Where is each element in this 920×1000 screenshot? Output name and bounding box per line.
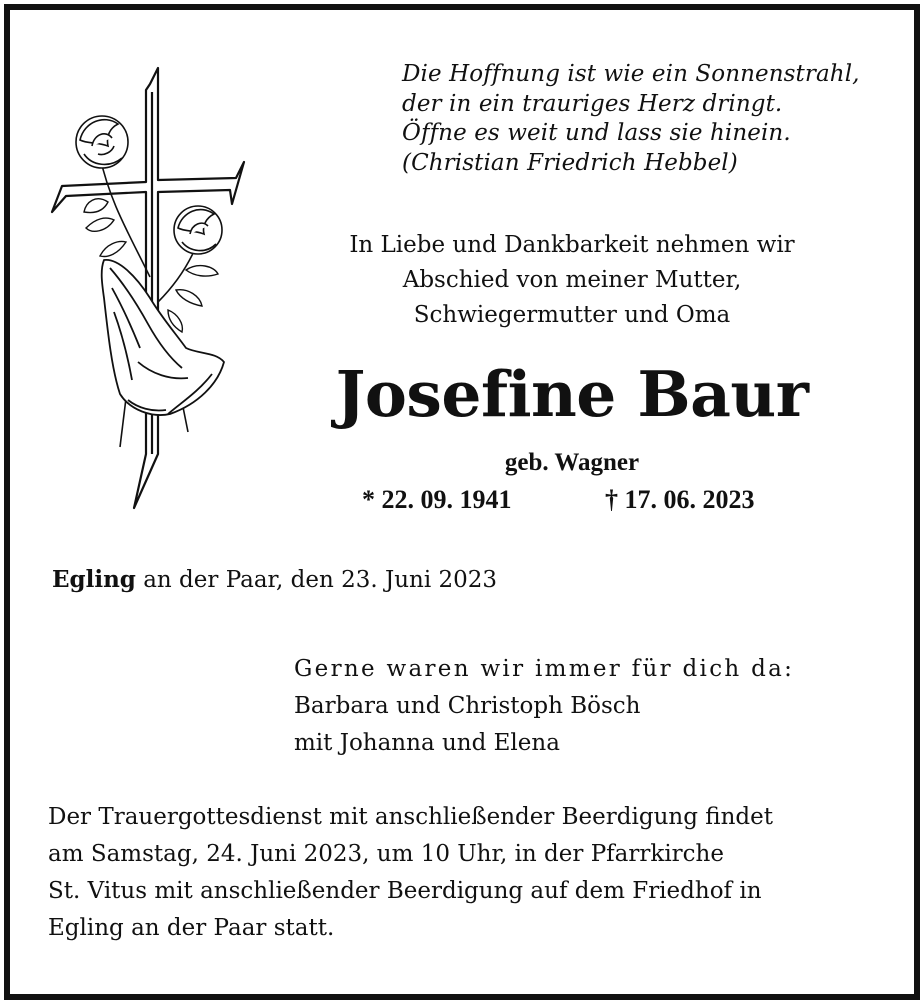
funeral-line: Egling an der Paar statt. — [48, 915, 335, 941]
mourners — [294, 651, 794, 762]
death-date: † 17. 06. 2023 — [605, 485, 755, 514]
farewell-line: Schwiegermutter und Oma — [413, 302, 731, 328]
mourner-names: Barbara und Christoph Bösch — [294, 693, 641, 719]
funeral-line: Der Trauergottesdienst mit anschließender Beerdigung findet — [48, 804, 773, 830]
funeral-line: St. Vitus mit anschließender Beerdigung auf dem Friedhof in — [48, 878, 762, 904]
poem-line: Die Hoffnung ist wie ein Sonnenstrahl, — [402, 61, 860, 87]
funeral-info — [48, 799, 908, 947]
date-line: an der Paar, den 23. Juni 2023 — [135, 567, 498, 593]
cross-roses-praying-hands-icon — [48, 62, 248, 512]
funeral-line: am Samstag, 24. Juni 2023, um 10 Uhr, in der Pfarrkirche — [48, 841, 724, 867]
farewell-line: Abschied von meiner Mutter, — [402, 267, 742, 293]
farewell-line: In Liebe und Dankbarkeit nehmen wir — [349, 232, 795, 258]
poem-quote — [402, 60, 902, 178]
maiden-name: geb. Wagner — [504, 449, 640, 476]
poem-line: Öffne es weit und lass sie hinein. — [402, 120, 791, 146]
farewell-text — [272, 228, 872, 333]
poem-author: (Christian Friedrich Hebbel) — [402, 149, 738, 176]
birth-date: * 22. 09. 1941 — [362, 485, 512, 514]
mourner-names: mit Johanna und Elena — [294, 730, 560, 756]
place-and-date — [52, 566, 497, 593]
place-name: Egling — [52, 566, 136, 593]
deceased-name: Josefine Baur — [335, 357, 809, 431]
mourners-intro: Gerne waren wir immer für dich da: — [294, 656, 795, 682]
poem-line: der in ein trauriges Herz dringt. — [402, 90, 783, 117]
